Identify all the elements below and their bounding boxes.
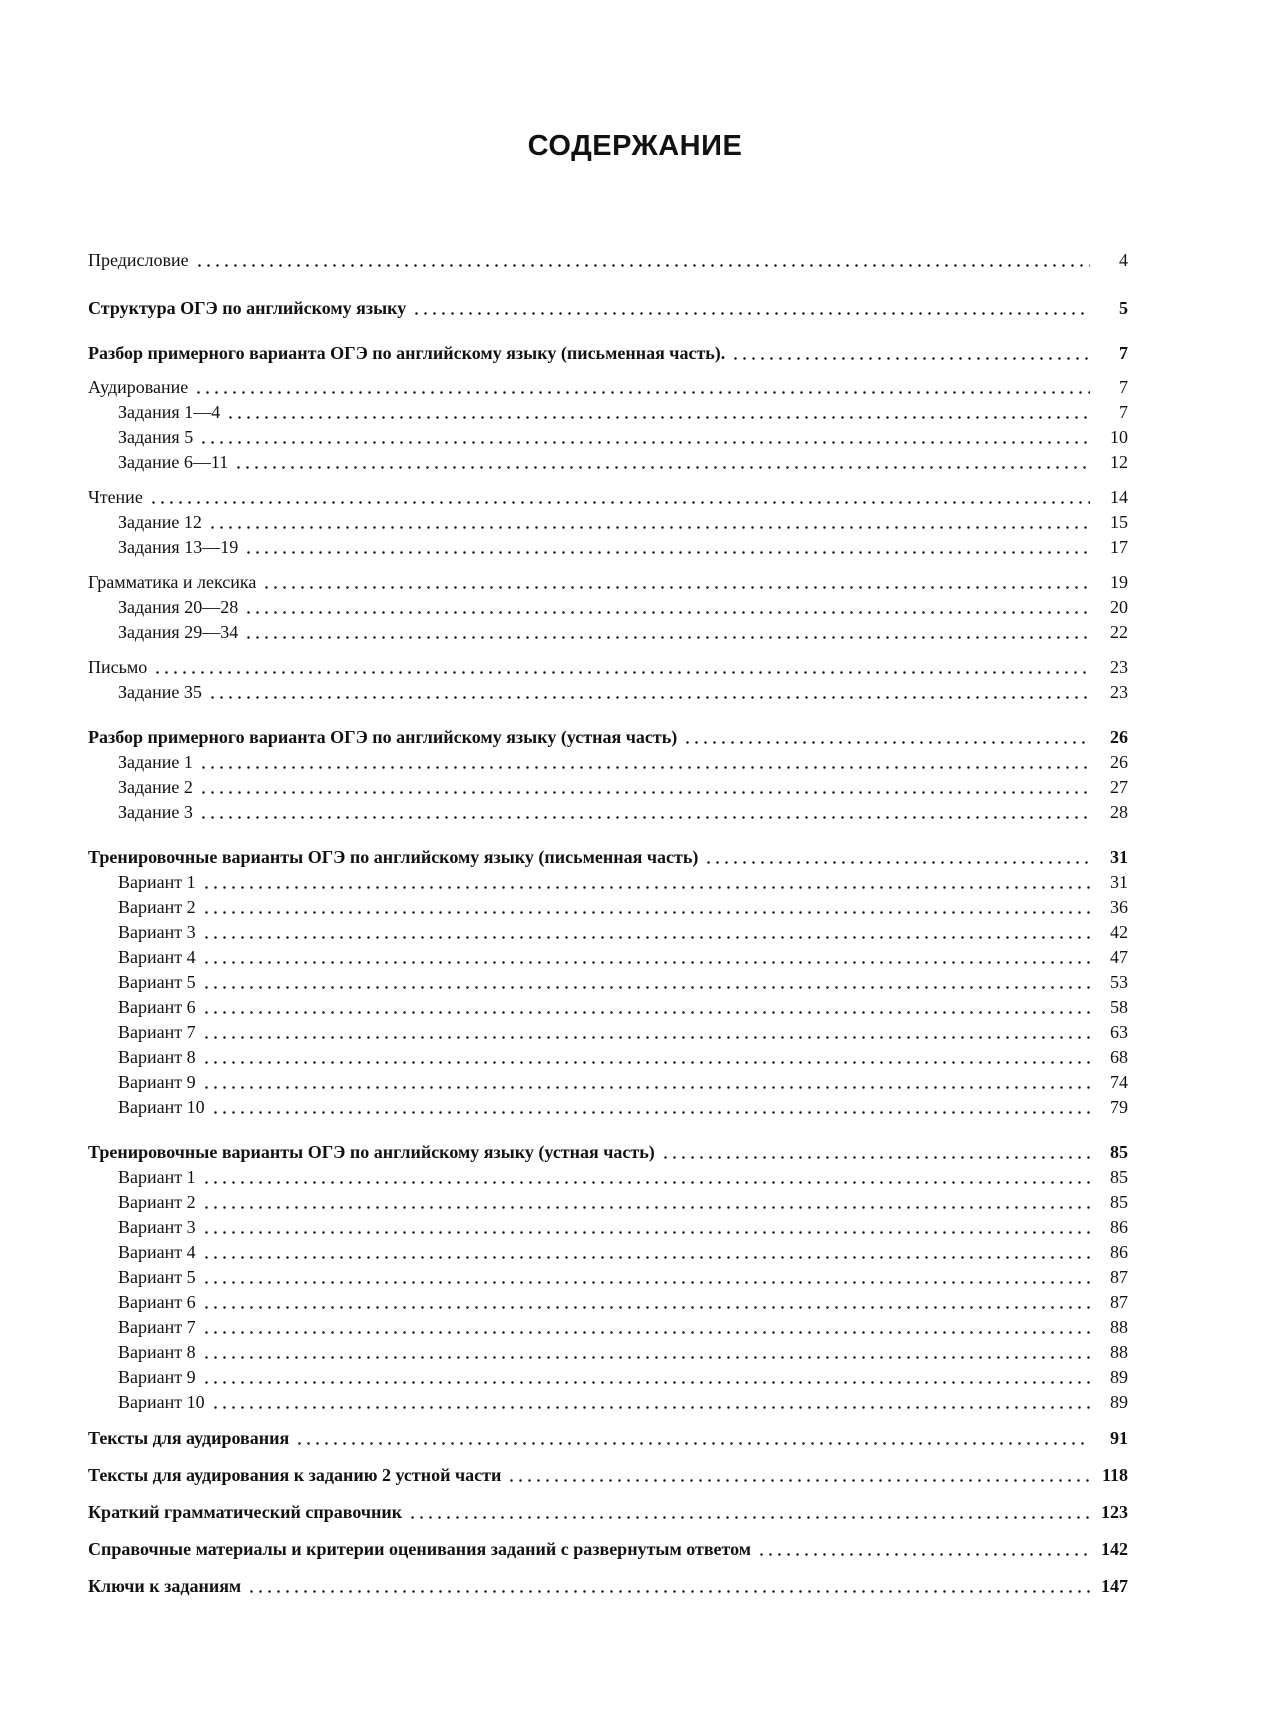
toc-entry <box>88 1072 1128 1097</box>
toc-entry <box>88 512 1128 537</box>
dot-leader <box>149 491 1090 505</box>
dot-leader <box>194 381 1090 395</box>
dot-leader <box>244 601 1090 615</box>
dot-leader <box>211 1101 1090 1115</box>
toc-entry <box>88 1292 1128 1317</box>
toc-entry-page-number: 88 <box>1110 1342 1128 1362</box>
toc-entry-page-number: 147 <box>1101 1576 1128 1596</box>
toc-entry-page-number: 19 <box>1110 572 1128 592</box>
toc-entry <box>88 572 1128 597</box>
dot-leader <box>247 1580 1090 1594</box>
toc-entry-label: Задание 1 <box>118 752 193 772</box>
toc-entry <box>88 997 1128 1022</box>
toc-entry <box>88 622 1128 647</box>
dot-leader <box>202 1371 1090 1385</box>
toc-entry-page-number: 17 <box>1110 537 1128 557</box>
toc-entry <box>88 727 1128 752</box>
dot-leader <box>295 1432 1090 1446</box>
toc-entry-page-number: 79 <box>1110 1097 1128 1117</box>
dot-leader <box>202 1171 1090 1185</box>
toc-entry-label: Вариант 7 <box>118 1022 196 1042</box>
dot-leader <box>202 1026 1090 1040</box>
toc-entry-page-number: 26 <box>1110 752 1128 772</box>
toc-entry-label: Структура ОГЭ по английскому языку <box>88 298 407 318</box>
toc-entry <box>88 298 1128 323</box>
toc-entry <box>88 897 1128 922</box>
toc-entry <box>88 1502 1128 1527</box>
toc-entry <box>88 657 1128 682</box>
toc-entry-label: Задание 35 <box>118 682 202 702</box>
toc-entry-page-number: 123 <box>1101 1502 1128 1522</box>
toc-entry-page-number: 88 <box>1110 1317 1128 1337</box>
toc-entry-label: Вариант 5 <box>118 1267 196 1287</box>
toc-entry <box>88 1317 1128 1342</box>
toc-entry-page-number: 28 <box>1110 802 1128 822</box>
toc-entry-label: Краткий грамматический справочник <box>88 1502 403 1522</box>
toc-entry-label: Тренировочные варианты ОГЭ по английскому языку (устная часть) <box>88 1142 655 1162</box>
toc-entry <box>88 847 1128 872</box>
toc-entry-page-number: 63 <box>1110 1022 1128 1042</box>
toc-entry <box>88 343 1128 368</box>
toc-entry-label: Задание 3 <box>118 802 193 822</box>
toc-entry <box>88 1342 1128 1367</box>
toc-entry-page-number: 27 <box>1110 777 1128 797</box>
toc-entry-page-number: 68 <box>1110 1047 1128 1067</box>
dot-leader <box>211 1396 1090 1410</box>
toc-entry-page-number: 85 <box>1110 1192 1128 1212</box>
toc-entry-page-number: 15 <box>1110 512 1128 532</box>
toc-entry-page-number: 23 <box>1110 682 1128 702</box>
toc-entry-label: Вариант 2 <box>118 897 196 917</box>
dot-leader <box>704 851 1090 865</box>
toc-entry-label: Вариант 7 <box>118 1317 196 1337</box>
toc-entry-label: Вариант 6 <box>118 1292 196 1312</box>
toc-entry-label: Задания 13—19 <box>118 537 239 557</box>
toc-entry-page-number: 7 <box>1119 343 1128 363</box>
toc-entry-page-number: 87 <box>1110 1267 1128 1287</box>
toc-entry-label: Грамматика и лексика <box>88 572 257 592</box>
toc-entry-label: Вариант 10 <box>118 1097 205 1117</box>
toc-entry-page-number: 23 <box>1110 657 1128 677</box>
toc-entry-page-number: 7 <box>1119 402 1128 422</box>
dot-leader <box>202 951 1090 965</box>
dot-leader <box>202 1196 1090 1210</box>
toc-entry-page-number: 47 <box>1110 947 1128 967</box>
toc-entry-page-number: 26 <box>1110 727 1128 747</box>
dot-leader <box>408 1506 1090 1520</box>
page-title: СОДЕРЖАНИЕ <box>527 130 743 162</box>
dot-leader <box>412 302 1090 316</box>
toc-entry-page-number: 53 <box>1110 972 1128 992</box>
dot-leader <box>202 1246 1090 1260</box>
dot-leader <box>244 541 1090 555</box>
toc-entry <box>88 402 1128 427</box>
toc-entry <box>88 377 1128 402</box>
toc-entry-label: Вариант 9 <box>118 1072 196 1092</box>
toc-entry <box>88 1217 1128 1242</box>
toc-entry <box>88 487 1128 512</box>
toc-entry-page-number: 85 <box>1110 1167 1128 1187</box>
toc-entry-label: Разбор примерного варианта ОГЭ по английскому языку (письменная часть). <box>88 343 726 363</box>
dot-leader <box>262 576 1090 590</box>
toc-entry <box>88 1576 1128 1601</box>
toc-entry <box>88 1142 1128 1167</box>
toc-entry <box>88 1539 1128 1564</box>
toc-entry-label: Задание 12 <box>118 512 202 532</box>
toc-entry-label: Задание 6—11 <box>118 452 229 472</box>
toc-entry <box>88 597 1128 622</box>
toc-entry-label: Задания 5 <box>118 427 194 447</box>
dot-leader <box>731 347 1090 361</box>
toc-entry <box>88 250 1128 275</box>
toc-entry-page-number: 89 <box>1110 1367 1128 1387</box>
dot-leader <box>199 781 1090 795</box>
dot-leader <box>202 1001 1090 1015</box>
toc-entry <box>88 1367 1128 1392</box>
toc-entry-page-number: 20 <box>1110 597 1128 617</box>
toc-entry-label: Вариант 4 <box>118 947 196 967</box>
toc-entry <box>88 537 1128 562</box>
toc-entry <box>88 777 1128 802</box>
toc-entry-label: Вариант 3 <box>118 922 196 942</box>
toc-entry <box>88 427 1128 452</box>
toc-entry <box>88 1428 1128 1453</box>
toc-entry-label: Письмо <box>88 657 148 677</box>
dot-leader <box>202 1346 1090 1360</box>
toc-entry-page-number: 31 <box>1110 872 1128 892</box>
toc-entry-label: Справочные материалы и критерии оценивания заданий с развернутым ответом <box>88 1539 752 1559</box>
dot-leader <box>202 1321 1090 1335</box>
toc-entry-label: Разбор примерного варианта ОГЭ по английскому языку (устная часть) <box>88 727 678 747</box>
toc-entry-page-number: 58 <box>1110 997 1128 1017</box>
toc-entry <box>88 1267 1128 1292</box>
toc-entry-label: Вариант 3 <box>118 1217 196 1237</box>
toc-entry-label: Ключи к заданиям <box>88 1576 242 1596</box>
dot-leader <box>507 1469 1090 1483</box>
dot-leader <box>208 686 1090 700</box>
toc-entry-label: Вариант 1 <box>118 1167 196 1187</box>
dot-leader <box>661 1146 1090 1160</box>
dot-leader <box>234 456 1090 470</box>
toc-entry-label: Задания 29—34 <box>118 622 239 642</box>
toc-entry-page-number: 36 <box>1110 897 1128 917</box>
toc-entry-page-number: 10 <box>1110 427 1128 447</box>
toc-entry-label: Вариант 4 <box>118 1242 196 1262</box>
toc-entry-page-number: 42 <box>1110 922 1128 942</box>
toc-entry-label: Вариант 1 <box>118 872 196 892</box>
dot-leader <box>202 1221 1090 1235</box>
toc-entry-label: Вариант 8 <box>118 1047 196 1067</box>
dot-leader <box>226 406 1090 420</box>
dot-leader <box>202 926 1090 940</box>
toc-entry <box>88 752 1128 777</box>
toc-entry-label: Чтение <box>88 487 143 507</box>
dot-leader <box>202 1076 1090 1090</box>
toc-entry-label: Вариант 9 <box>118 1367 196 1387</box>
toc-entry <box>88 1167 1128 1192</box>
toc-entry <box>88 682 1128 707</box>
toc-entry-label: Вариант 2 <box>118 1192 196 1212</box>
toc-entry-page-number: 7 <box>1119 377 1128 397</box>
toc-entry <box>88 802 1128 827</box>
toc-entry-page-number: 22 <box>1110 622 1128 642</box>
toc-entry-label: Вариант 10 <box>118 1392 205 1412</box>
toc-entry-page-number: 31 <box>1110 847 1128 867</box>
dot-leader <box>202 901 1090 915</box>
toc-entry-label: Тексты для аудирования к заданию 2 устной части <box>88 1465 502 1485</box>
toc-entry-label: Задания 20—28 <box>118 597 239 617</box>
dot-leader <box>202 1271 1090 1285</box>
toc-entry <box>88 452 1128 477</box>
toc-entry-label: Задание 2 <box>118 777 193 797</box>
dot-leader <box>208 516 1090 530</box>
toc-entry-label: Задания 1—4 <box>118 402 221 422</box>
toc-entry-label: Вариант 5 <box>118 972 196 992</box>
toc-entry <box>88 922 1128 947</box>
toc-entry <box>88 872 1128 897</box>
dot-leader <box>195 254 1090 268</box>
toc-entry-page-number: 5 <box>1119 298 1128 318</box>
dot-leader <box>244 626 1090 640</box>
toc-entry-label: Вариант 6 <box>118 997 196 1017</box>
toc-entry-page-number: 86 <box>1110 1217 1128 1237</box>
dot-leader <box>202 876 1090 890</box>
toc-entry <box>88 1392 1128 1417</box>
toc-entry-label: Тренировочные варианты ОГЭ по английскому языку (письменная часть) <box>88 847 699 867</box>
toc-entry-page-number: 89 <box>1110 1392 1128 1412</box>
toc-entry <box>88 1242 1128 1267</box>
dot-leader <box>202 976 1090 990</box>
toc-entry-label: Предисловие <box>88 250 189 270</box>
dot-leader <box>199 431 1090 445</box>
toc-entry-page-number: 4 <box>1119 250 1128 270</box>
toc-entry-page-number: 142 <box>1101 1539 1128 1559</box>
toc-entry <box>88 1097 1128 1122</box>
toc-entry-page-number: 12 <box>1110 452 1128 472</box>
toc-entry-page-number: 87 <box>1110 1292 1128 1312</box>
dot-leader <box>202 1296 1090 1310</box>
dot-leader <box>683 731 1090 745</box>
toc-entry-label: Аудирование <box>88 377 189 397</box>
toc-entry-page-number: 85 <box>1110 1142 1128 1162</box>
dot-leader <box>153 661 1090 675</box>
toc-entry-label: Тексты для аудирования <box>88 1428 290 1448</box>
toc-entry-page-number: 118 <box>1101 1465 1128 1485</box>
dot-leader <box>202 1051 1090 1065</box>
toc-entry <box>88 1022 1128 1047</box>
toc-entry-page-number: 74 <box>1110 1072 1128 1092</box>
dot-leader <box>199 756 1090 770</box>
toc-entry <box>88 1192 1128 1217</box>
dot-leader <box>757 1543 1090 1557</box>
toc-entry <box>88 1465 1128 1490</box>
toc-entry-label: Вариант 8 <box>118 1342 196 1362</box>
toc-entry <box>88 972 1128 997</box>
toc-entry-page-number: 86 <box>1110 1242 1128 1262</box>
toc-entry <box>88 1047 1128 1072</box>
toc-entry <box>88 947 1128 972</box>
toc-entry-page-number: 91 <box>1110 1428 1128 1448</box>
dot-leader <box>199 806 1090 820</box>
toc-entry-page-number: 14 <box>1110 487 1128 507</box>
